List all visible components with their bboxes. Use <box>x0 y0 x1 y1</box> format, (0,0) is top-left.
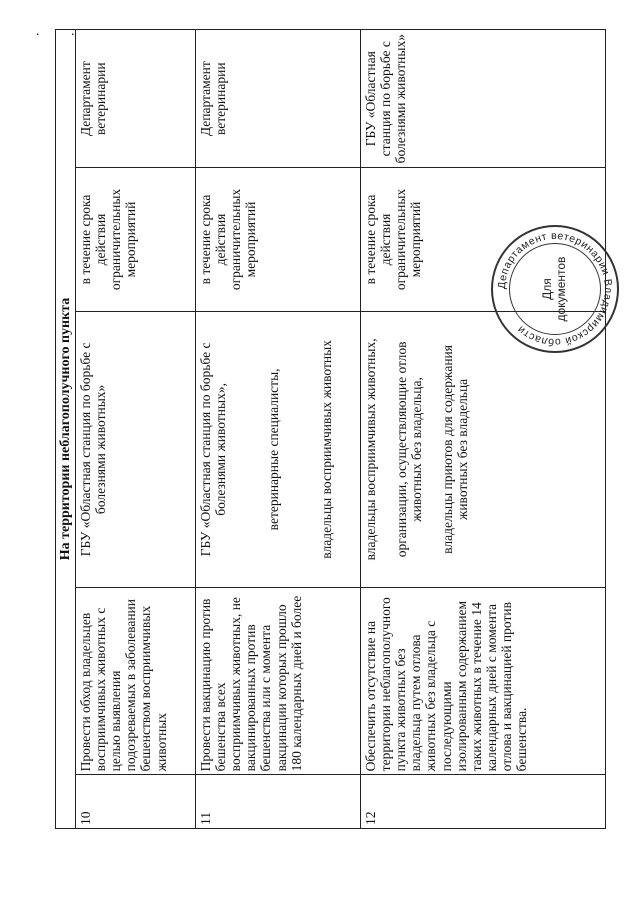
spacer <box>378 315 394 585</box>
rotated-table-wrapper <box>55 29 610 829</box>
stamp-center <box>493 227 617 351</box>
stamp-ring-label: Департамент ветеринарии Владимирской области <box>495 229 615 349</box>
row-number: 12 <box>361 775 606 829</box>
table-row <box>361 30 606 829</box>
responsible-cell: ГБУ «Областная станция по борьбе с болезнями животных» <box>361 30 606 168</box>
executor-line: владельцы восприимчивых животных, <box>363 338 378 561</box>
measure-cell: Провести вакцинацию против бешенства всех восприимчивых животных, не вакцинированных против бешенства или с момента вакцинации которых прошло 180 календарных дней и более <box>196 588 361 775</box>
executors-cell <box>361 311 606 588</box>
executors-cell <box>196 311 361 588</box>
stamp-center-line: документов <box>554 256 568 322</box>
executor-line: ГБУ «Областная станция по борьбе с болезнями животных», <box>198 342 229 557</box>
measure-cell: Провести обход владельцев восприимчивых животных с целью выявления подозреваемых в заболевании бешенством восприимчивых животных <box>76 588 196 775</box>
row-number: 11 <box>196 775 361 829</box>
measures-table <box>55 29 606 829</box>
measure-cell: Обеспечить отсутствие на территории неблагополучного пункта животных без владельца путем отлова животных без владельца с последующими изолированным содержанием таких животных в течение 14 календарных дней с момента отлова и вакцинацией против бешенства. <box>361 588 606 775</box>
scan-dots: . . <box>36 24 89 39</box>
executor-line: владельцы восприимчивых животных <box>319 340 335 559</box>
official-stamp <box>491 225 619 353</box>
stamp-center-line: Для <box>540 278 555 300</box>
executor-line: организации, осуществляющие отлов животных без владельца, <box>394 341 425 558</box>
section-header: На территории неблагополучного пункта <box>56 30 76 829</box>
row-number: 10 <box>76 775 196 829</box>
executor-line: владельцы приютов для содержания животных без владельца <box>440 345 471 554</box>
table-row <box>196 30 361 829</box>
executor-line: ГБУ «Областная станция по борьбе с болезнями животных» <box>78 342 109 557</box>
responsible-cell: Департамент ветеринарии <box>196 30 361 168</box>
deadline-cell: в течение срока действия ограничительных мероприятий <box>196 168 361 311</box>
spacer <box>228 315 266 585</box>
spacer <box>281 315 319 585</box>
spacer <box>424 315 440 585</box>
deadline-cell: в течение срока действия ограничительных мероприятий <box>361 168 606 311</box>
executor-line: ветеринарные специалисты, <box>266 368 282 531</box>
deadline-cell: в течение срока действия ограничительных мероприятий <box>76 168 196 311</box>
executors-cell <box>76 311 196 588</box>
table-row <box>76 30 196 829</box>
responsible-cell: Департамент ветеринарии <box>76 30 196 168</box>
